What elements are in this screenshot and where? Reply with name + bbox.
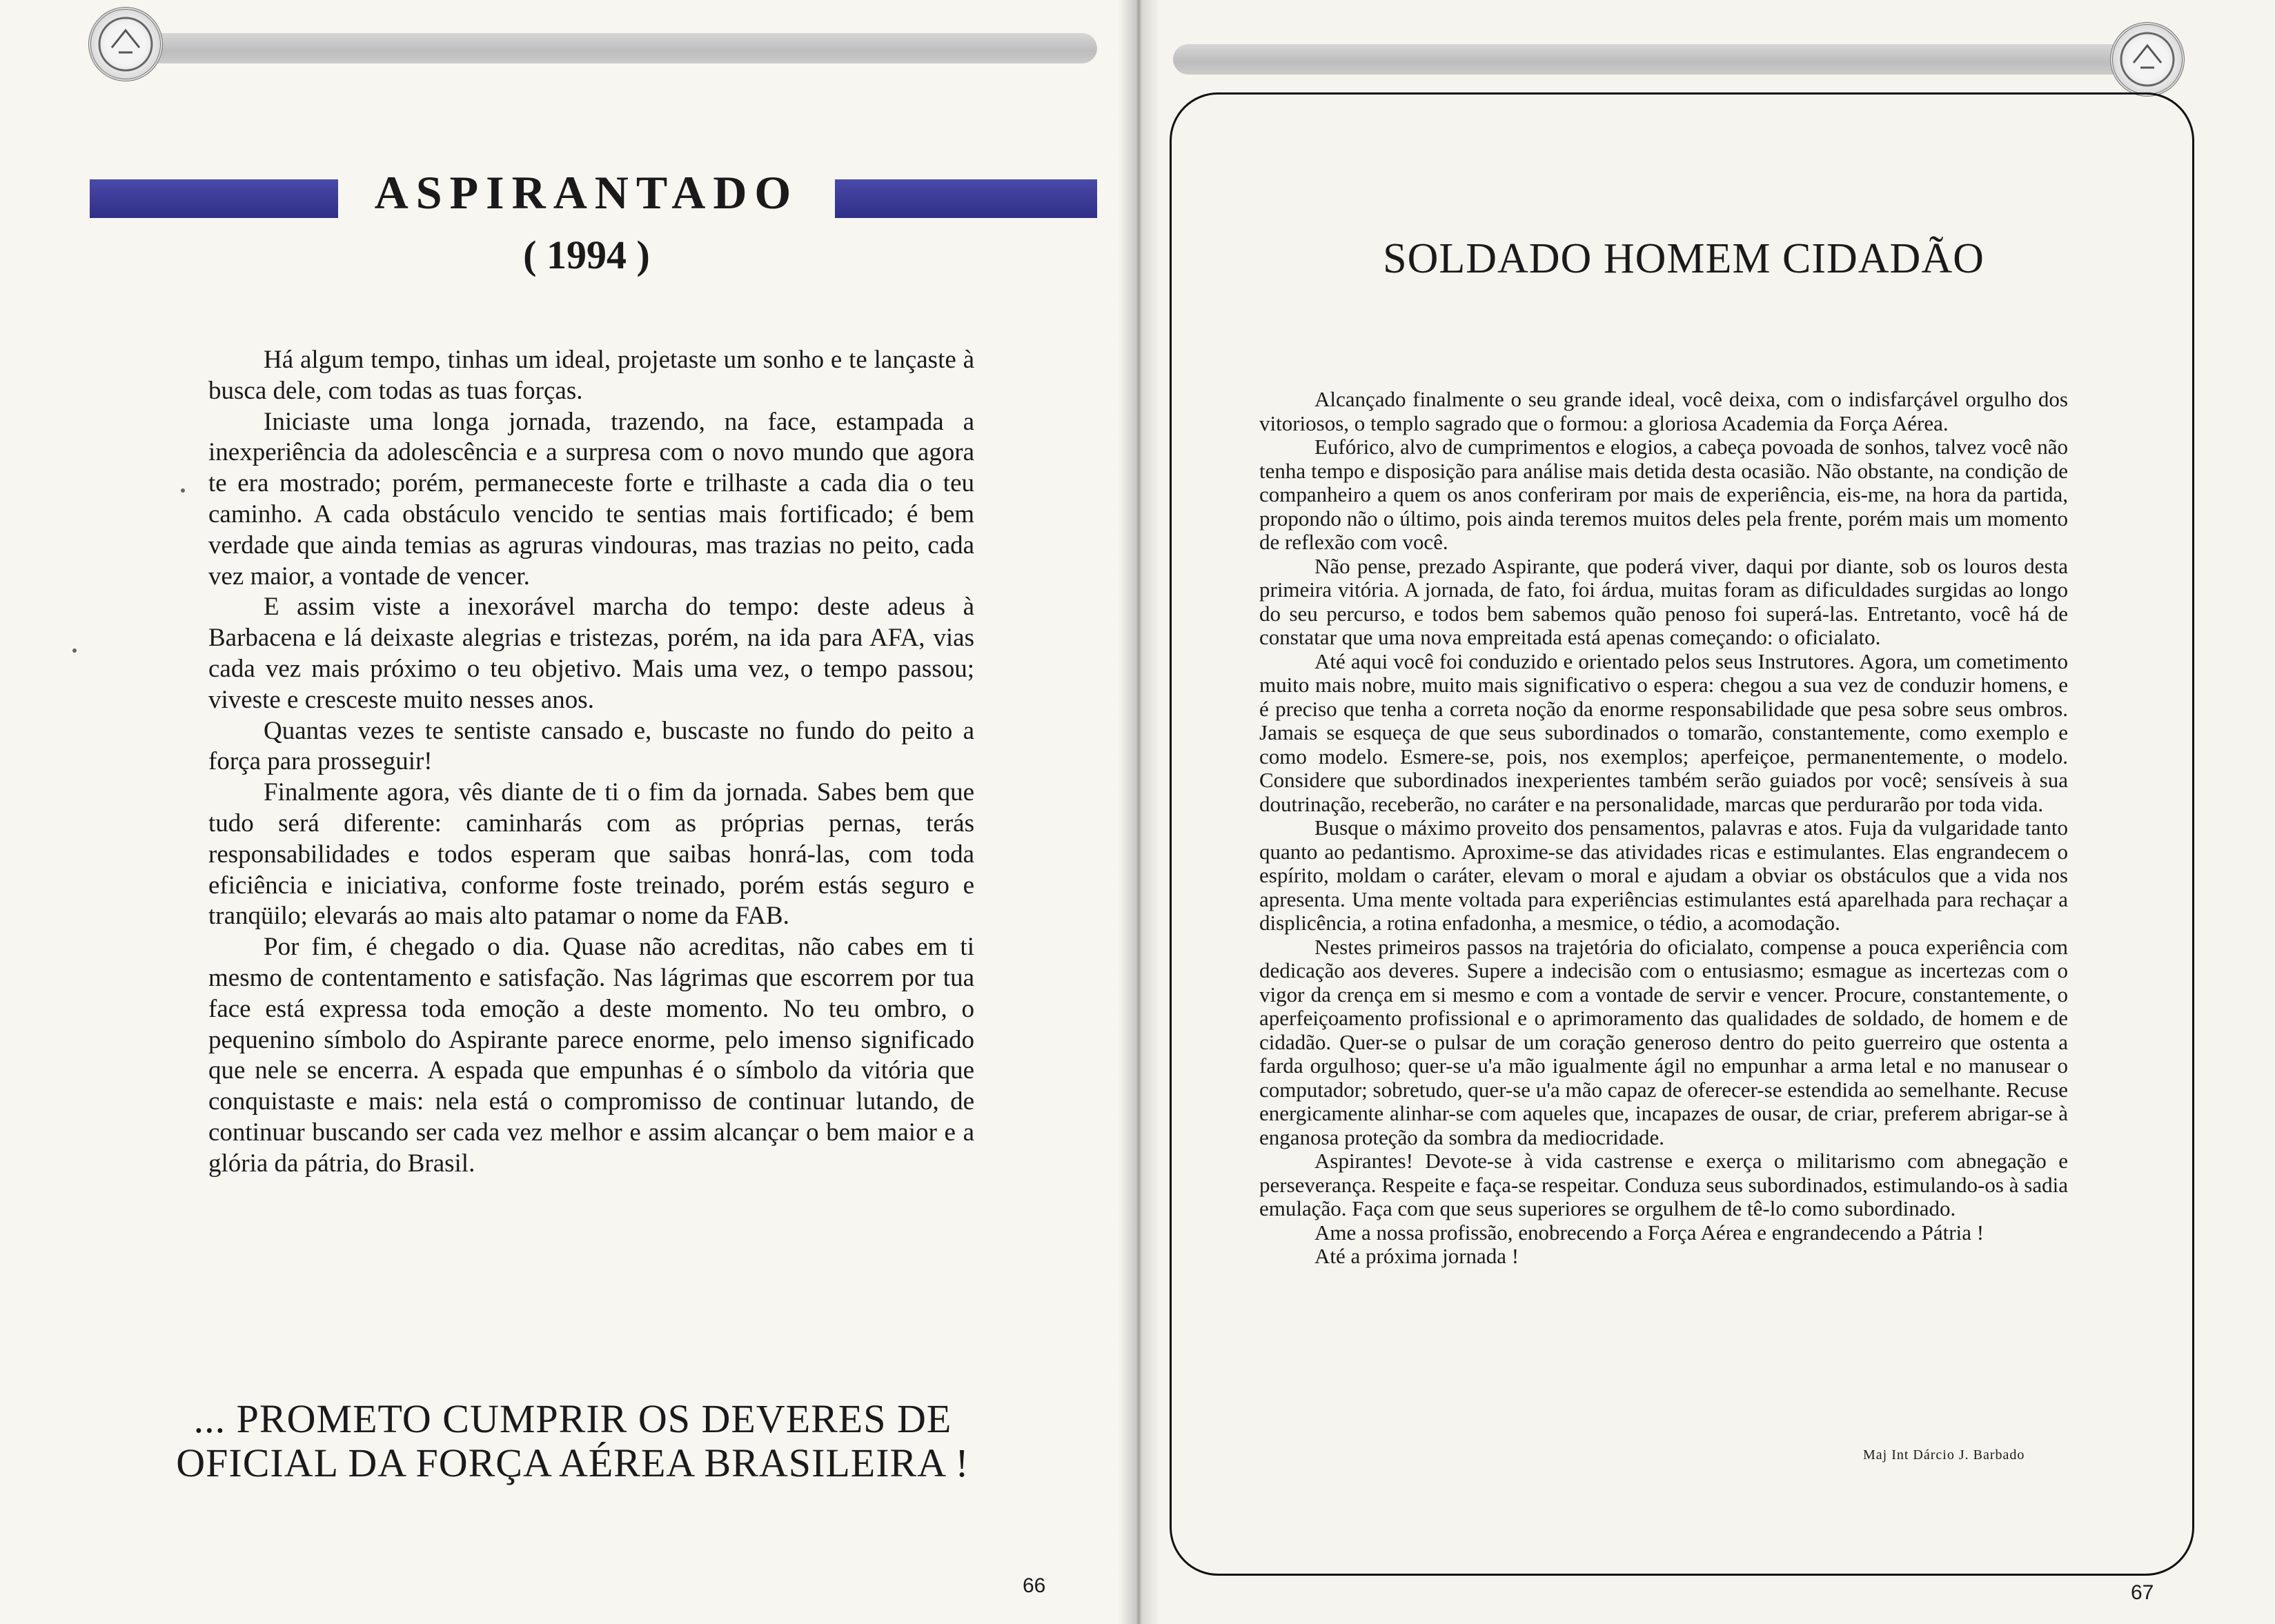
essay-paragraph: Alcançado finalmente o seu grande ideal, você deixa, com o indisfarçável orgulho dos vitoriosos, o templo sagrado que o formou: a gloriosa Academia da Força Aérea. xyxy=(1259,387,2068,435)
page-number: 67 xyxy=(2131,1581,2154,1604)
book-gutter xyxy=(1118,0,1159,1624)
poem-paragraph: E assim viste a inexorável marcha do tempo: deste adeus à Barbacena e lá deixaste alegrias e tristezas, porém, na ida para AFA, vias cada vez mais próximo o teu objetivo. Mais uma vez, o tempo passou; viveste e cresceste muito nesses anos. xyxy=(208,593,974,714)
page-number: 66 xyxy=(1023,1574,1046,1597)
promise-line: OFICIAL DA FORÇA AÉREA BRASILEIRA ! xyxy=(176,1440,969,1485)
poem-paragraph: Quantas vezes te sentiste cansado e, buscaste no fundo do peito a força para prosseguir! xyxy=(208,716,974,776)
essay-paragraph: Busque o máximo proveito dos pensamentos, palavras e atos. Fuja da vulgaridade tanto quanto ao pedantismo. Aproxime-se das atividades ricas e estimulantes. Elas engrandecem o espírito, moldam o caráter, elevam o moral e ajudam a obviar os obstáculos que a vida nos apresenta. Uma mente voltada para experiências estimulantes está aparelhada para rechaçar a displicência, a rotina enfadonha, a mesmice, o tédio, a acomodação. xyxy=(1259,815,2068,935)
header-band xyxy=(1173,44,2153,75)
essay-paragraph: Até aqui você foi conduzido e orientado pelos seus Instrutores. Agora, um cometimento muito mais nobre, muito mais significativo o espera: chegou a sua vez de conduzir homens, e é preciso que tenha a correta noção da enorme responsabilidade que pesa sobre seus ombros. Jamais se esqueça de que seus subordinados o tomarão, constantemente, como exemplo e como modelo. Esmere-se, pois, nos exemplos; aperfeiçoe, permanentemente, o modelo. Considere que subordinados inexperientes também serão guiados por você; sensíveis à sua doutrinação, receberão, no caráter e na personalidade, marcas que perdurarão por toda vida. xyxy=(1259,648,2068,816)
left-page xyxy=(0,0,1132,1624)
promise-line: ... PROMETO CUMPRIR OS DEVERES DE xyxy=(193,1396,952,1441)
page-title: SOLDADO HOMEM CIDADÃO xyxy=(1383,235,1985,282)
title-bar-right xyxy=(835,179,1097,218)
poem-paragraph: Há algum tempo, tinhas um ideal, projetaste um sonho e te lançaste à busca dele, com todas as tuas forças. xyxy=(208,346,974,405)
poem-paragraph: Iniciaste uma longa jornada, trazendo, na face, estampada a inexperiência da adolescência e a surpresa com o novo mundo que agora te era mostrado; porém, permaneceste forte e trilhaste a cada dia o teu caminho. A cada obstáculo vencido te sentias mais fortificado; é bem verdade que ainda temias as agruras vindouras, mas trazias no peito, cada vez maior, a vontade de vencer. xyxy=(208,407,974,591)
right-page xyxy=(1132,0,2275,1624)
essay-paragraph: Até a próxima jornada ! xyxy=(1314,1244,1519,1268)
poem-paragraph: Finalmente agora, vês diante de ti o fim da jornada. Sabes bem que tudo será diferente: caminharás com as próprias pernas, terás responsabilidades e todos esperam que saibas honrá-las, com toda eficiência e iniciativa, conforme foste treinado, porém estás seguro e tranqüilo; elevarás ao mais alto patamar o nome da FAB. xyxy=(208,778,974,931)
essay-paragraph: Aspirantes! Devote-se à vida castrense e exerça o militarismo com abnegação e perseverança. Respeite e faça-se respeitar. Conduza seus subordinados, estimulando-os à sadia emulação. Faça com que seus superiores se orgulhem de tê-lo como subordinado. xyxy=(1259,1149,2068,1220)
speck xyxy=(181,488,185,493)
emblem-icon xyxy=(88,7,163,81)
promise-text xyxy=(124,1397,1021,1485)
emblem-icon xyxy=(2110,22,2185,97)
poem-paragraph: Por fim, é chegado o dia. Quase não acreditas, não cabes em ti mesmo de contentamento e satisfação. Nas lágrimas que escorrem por tua face está expressa toda emoção a deste momento. No teu ombro, o pequenino símbolo do Aspirante parece enorme, pelo imenso significado que nele se encerra. A espada que empunhas é o símbolo da vitória que conquistaste e mais: nela está o compromisso de continuar lutando, de continuar buscando ser cada vez melhor e assim alcançar o bem maior e a glória da pátria, do Brasil. xyxy=(208,933,974,1178)
essay-paragraph: Nestes primeiros passos na trajetória do oficialato, compense a pouca experiência com dedicação aos deveres. Supere a indecisão com o entusiasmo; esmague as incertezas com o vigor da crença em si mesmo e com a vontade de servir e vencer. Procure, constantemente, o aperfeiçoamento profissional e o aprimoramento das qualidades de soldado, de homem e de cidadão. Quer-se o pulsar de um coração generoso dentro do peito guerreiro que ostenta a farda orgulhoso; quer-se u'a mão igualmente ágil no empunhar a arma letal e no manusear o computador; sobretudo, quer-se u'a mão capaz de oferecer-se estendida ao semelhante. Recuse energicamente alinhar-se com aqueles que, incapazes de ousar, de criar, preferem abrigar-se à enganosa proteção da sombra da mediocridade. xyxy=(1259,934,2068,1149)
essay-paragraph: Eufórico, alvo de cumprimentos e elogios, a cabeça povoada de sonhos, talvez você não tenha tempo e disposição para análise mais detida desta ocasião. Não obstante, na condição de companheiro a quem os anos conferiram por mais de experiência, eis-me, na hora da partida, propondo não o último, pois ainda teremos muitos deles pela frente, porém mais um momento de reflexão com você. xyxy=(1259,435,2068,554)
page-title: ASPIRANTADO xyxy=(374,166,799,219)
essay-paragraph: Ame a nossa profissão, enobrecendo a Força Aérea e engrandecendo a Pátria ! xyxy=(1314,1220,1985,1245)
essay-paragraph: Não pense, prezado Aspirante, que poderá viver, daqui por diante, sob os louros desta primeira vitória. A jornada, de fato, foi árdua, muitas foram as dificuldades surgidas ao longo do seu percurso, e todos bem sabemos quão penoso foi superá-las. Entretanto, você há de constatar que uma nova empreitada está apenas começando: o oficialato. xyxy=(1259,553,2068,649)
poem xyxy=(208,345,974,1180)
signature: Maj Int Dárcio J. Barbado xyxy=(1863,1447,2025,1463)
header-band xyxy=(104,33,1097,63)
speck xyxy=(72,648,77,653)
essay xyxy=(1259,388,2068,1269)
page-subtitle: ( 1994 ) xyxy=(523,232,650,277)
title-bar-left xyxy=(90,179,338,218)
